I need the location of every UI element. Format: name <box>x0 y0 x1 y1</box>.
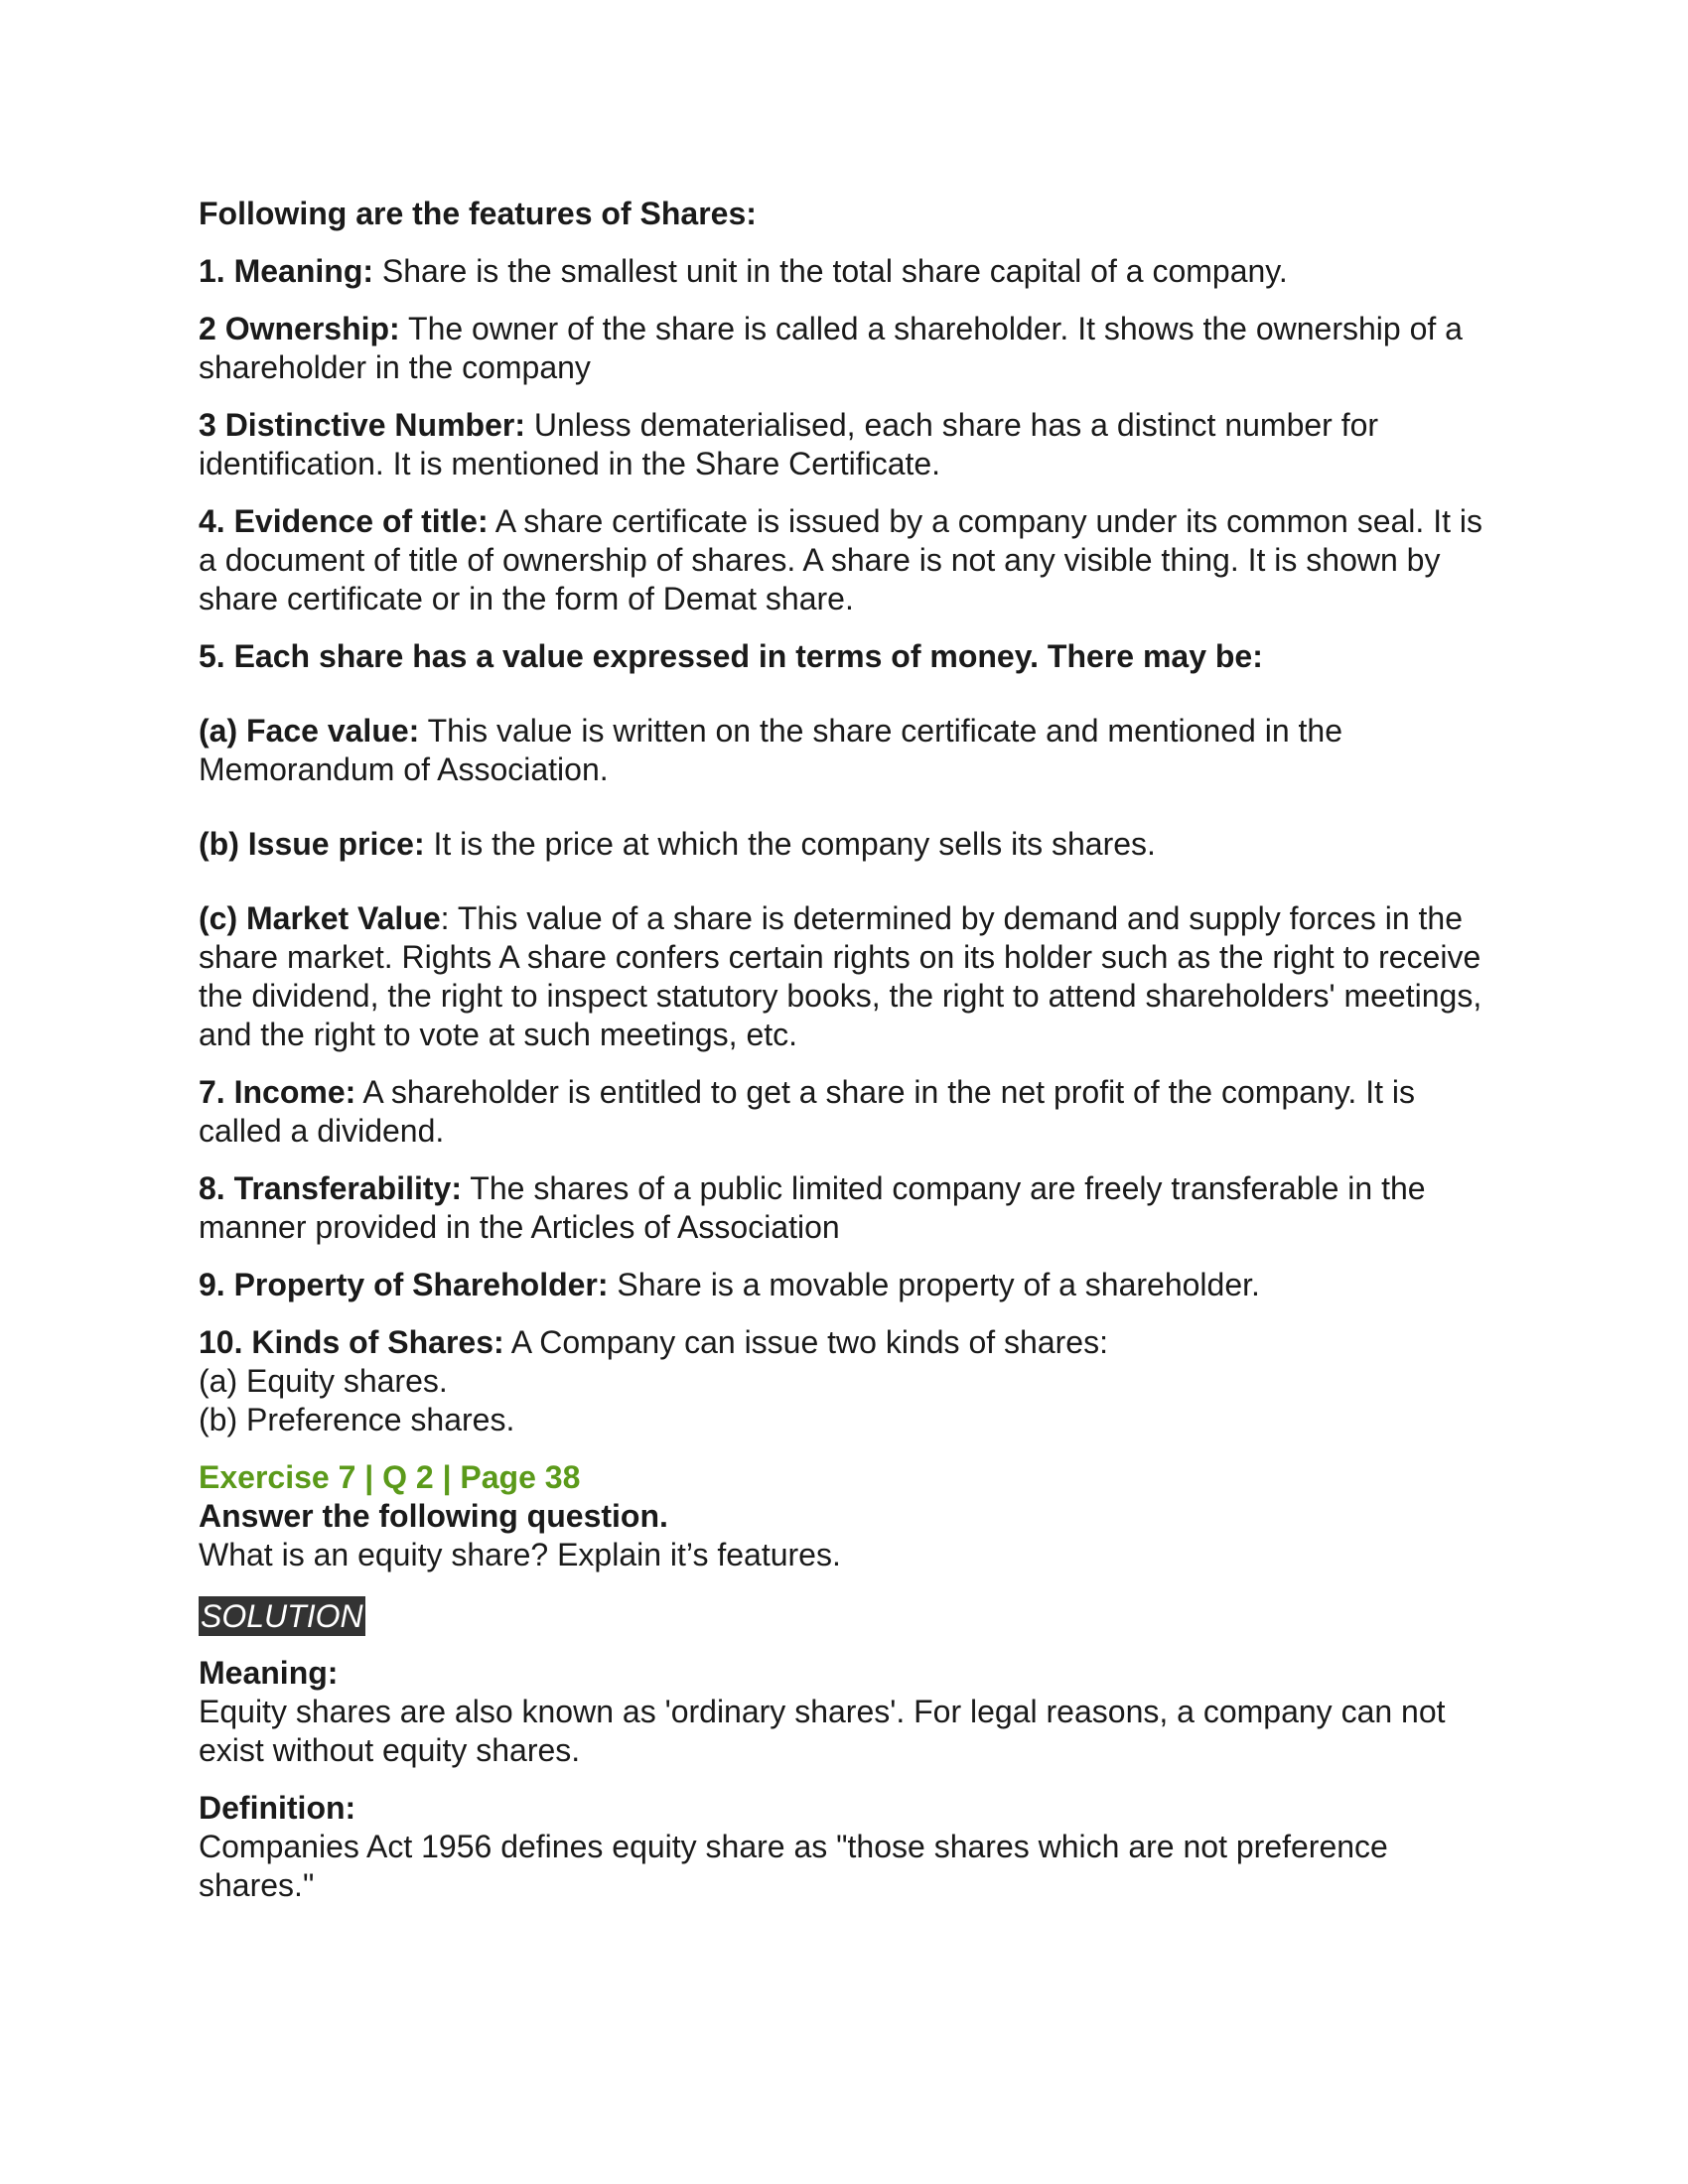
kinds-item-equity: (a) Equity shares. <box>199 1363 448 1399</box>
feature-text: The shares of a public limited company are freely transferable in the manner provided in the Articles of Association <box>199 1170 1426 1245</box>
feature-property <box>199 1266 1489 1304</box>
feature-label: 1. Meaning: <box>199 253 374 289</box>
value-face <box>199 712 1489 789</box>
feature-label: 3 Distinctive Number: <box>199 407 525 443</box>
exercise-reference: Exercise 7 | Q 2 | Page 38 <box>199 1459 581 1495</box>
value-label: (a) Face value: <box>199 713 420 749</box>
feature-ownership <box>199 310 1489 387</box>
value-label: (b) Issue price: <box>199 826 425 862</box>
feature-text: A Company can issue two kinds of shares: <box>503 1324 1108 1360</box>
value-text: This value is written on the share certificate and mentioned in the Memorandum of Association. <box>199 713 1343 787</box>
feature-label: 8. Transferability: <box>199 1170 462 1206</box>
feature-text: A shareholder is entitled to get a share in the net profit of the company. It is called a dividend. <box>199 1074 1415 1149</box>
solution-tag-wrapper <box>199 1574 1489 1654</box>
feature-income <box>199 1073 1489 1151</box>
solution-meaning-heading: Meaning: <box>199 1655 339 1691</box>
feature-evidence-of-title <box>199 502 1489 618</box>
feature-text: Unless dematerialised, each share has a distinct number for identification. It is mentioned in the Share Certificate. <box>199 407 1379 481</box>
feature-label: 2 Ownership: <box>199 311 400 346</box>
value-text: : This value of a share is determined by demand and supply forces in the share market. Rights A share confers certain rights on its holder such as the right to receive the dividend, the right to inspect statutory books, the right to attend shareholders' meetings, and the right to vote at such meetings, etc. <box>199 900 1482 1052</box>
feature-text: Share is the smallest unit in the total share capital of a company. <box>373 253 1288 289</box>
value-market <box>199 899 1489 1054</box>
exercise-question: What is an equity share? Explain it’s features. <box>199 1537 841 1572</box>
feature-label: 4. Evidence of title: <box>199 503 489 539</box>
feature-text: Share is a movable property of a shareholder. <box>608 1267 1260 1302</box>
feature-label: 10. Kinds of Shares: <box>199 1324 504 1360</box>
feature-text: A share certificate is issued by a company under its common seal. It is a document of title of ownership of shares. A share is not any visible thing. It is shown by share certificate or in the form of Demat share. <box>199 503 1482 616</box>
value-issue-price <box>199 825 1489 864</box>
features-heading: Following are the features of Shares: <box>199 196 757 231</box>
feature-transferability <box>199 1169 1489 1247</box>
feature-label: 7. Income: <box>199 1074 356 1110</box>
feature-meaning <box>199 252 1489 291</box>
solution-definition-text: Companies Act 1956 defines equity share as "those shares which are not preference shares." <box>199 1829 1388 1903</box>
feature-value-heading: 5. Each share has a value expressed in terms of money. There may be: <box>199 638 1263 674</box>
value-label: (c) Market Value <box>199 900 441 936</box>
value-text: It is the price at which the company sells its shares. <box>424 826 1156 862</box>
solution-tag: SOLUTION <box>201 1598 363 1634</box>
document-page <box>199 195 1489 1924</box>
kinds-item-preference: (b) Preference shares. <box>199 1402 515 1437</box>
feature-distinctive-number <box>199 406 1489 483</box>
solution-meaning-text: Equity shares are also known as 'ordinary shares'. For legal reasons, a company can not exist without equity shares. <box>199 1694 1446 1768</box>
feature-label: 9. Property of Shareholder: <box>199 1267 609 1302</box>
feature-text: The owner of the share is called a shareholder. It shows the ownership of a shareholder in the company <box>199 311 1463 385</box>
feature-kinds-of-shares <box>199 1323 1489 1439</box>
solution-definition-heading: Definition: <box>199 1790 356 1826</box>
exercise-instruction: Answer the following question. <box>199 1498 668 1534</box>
